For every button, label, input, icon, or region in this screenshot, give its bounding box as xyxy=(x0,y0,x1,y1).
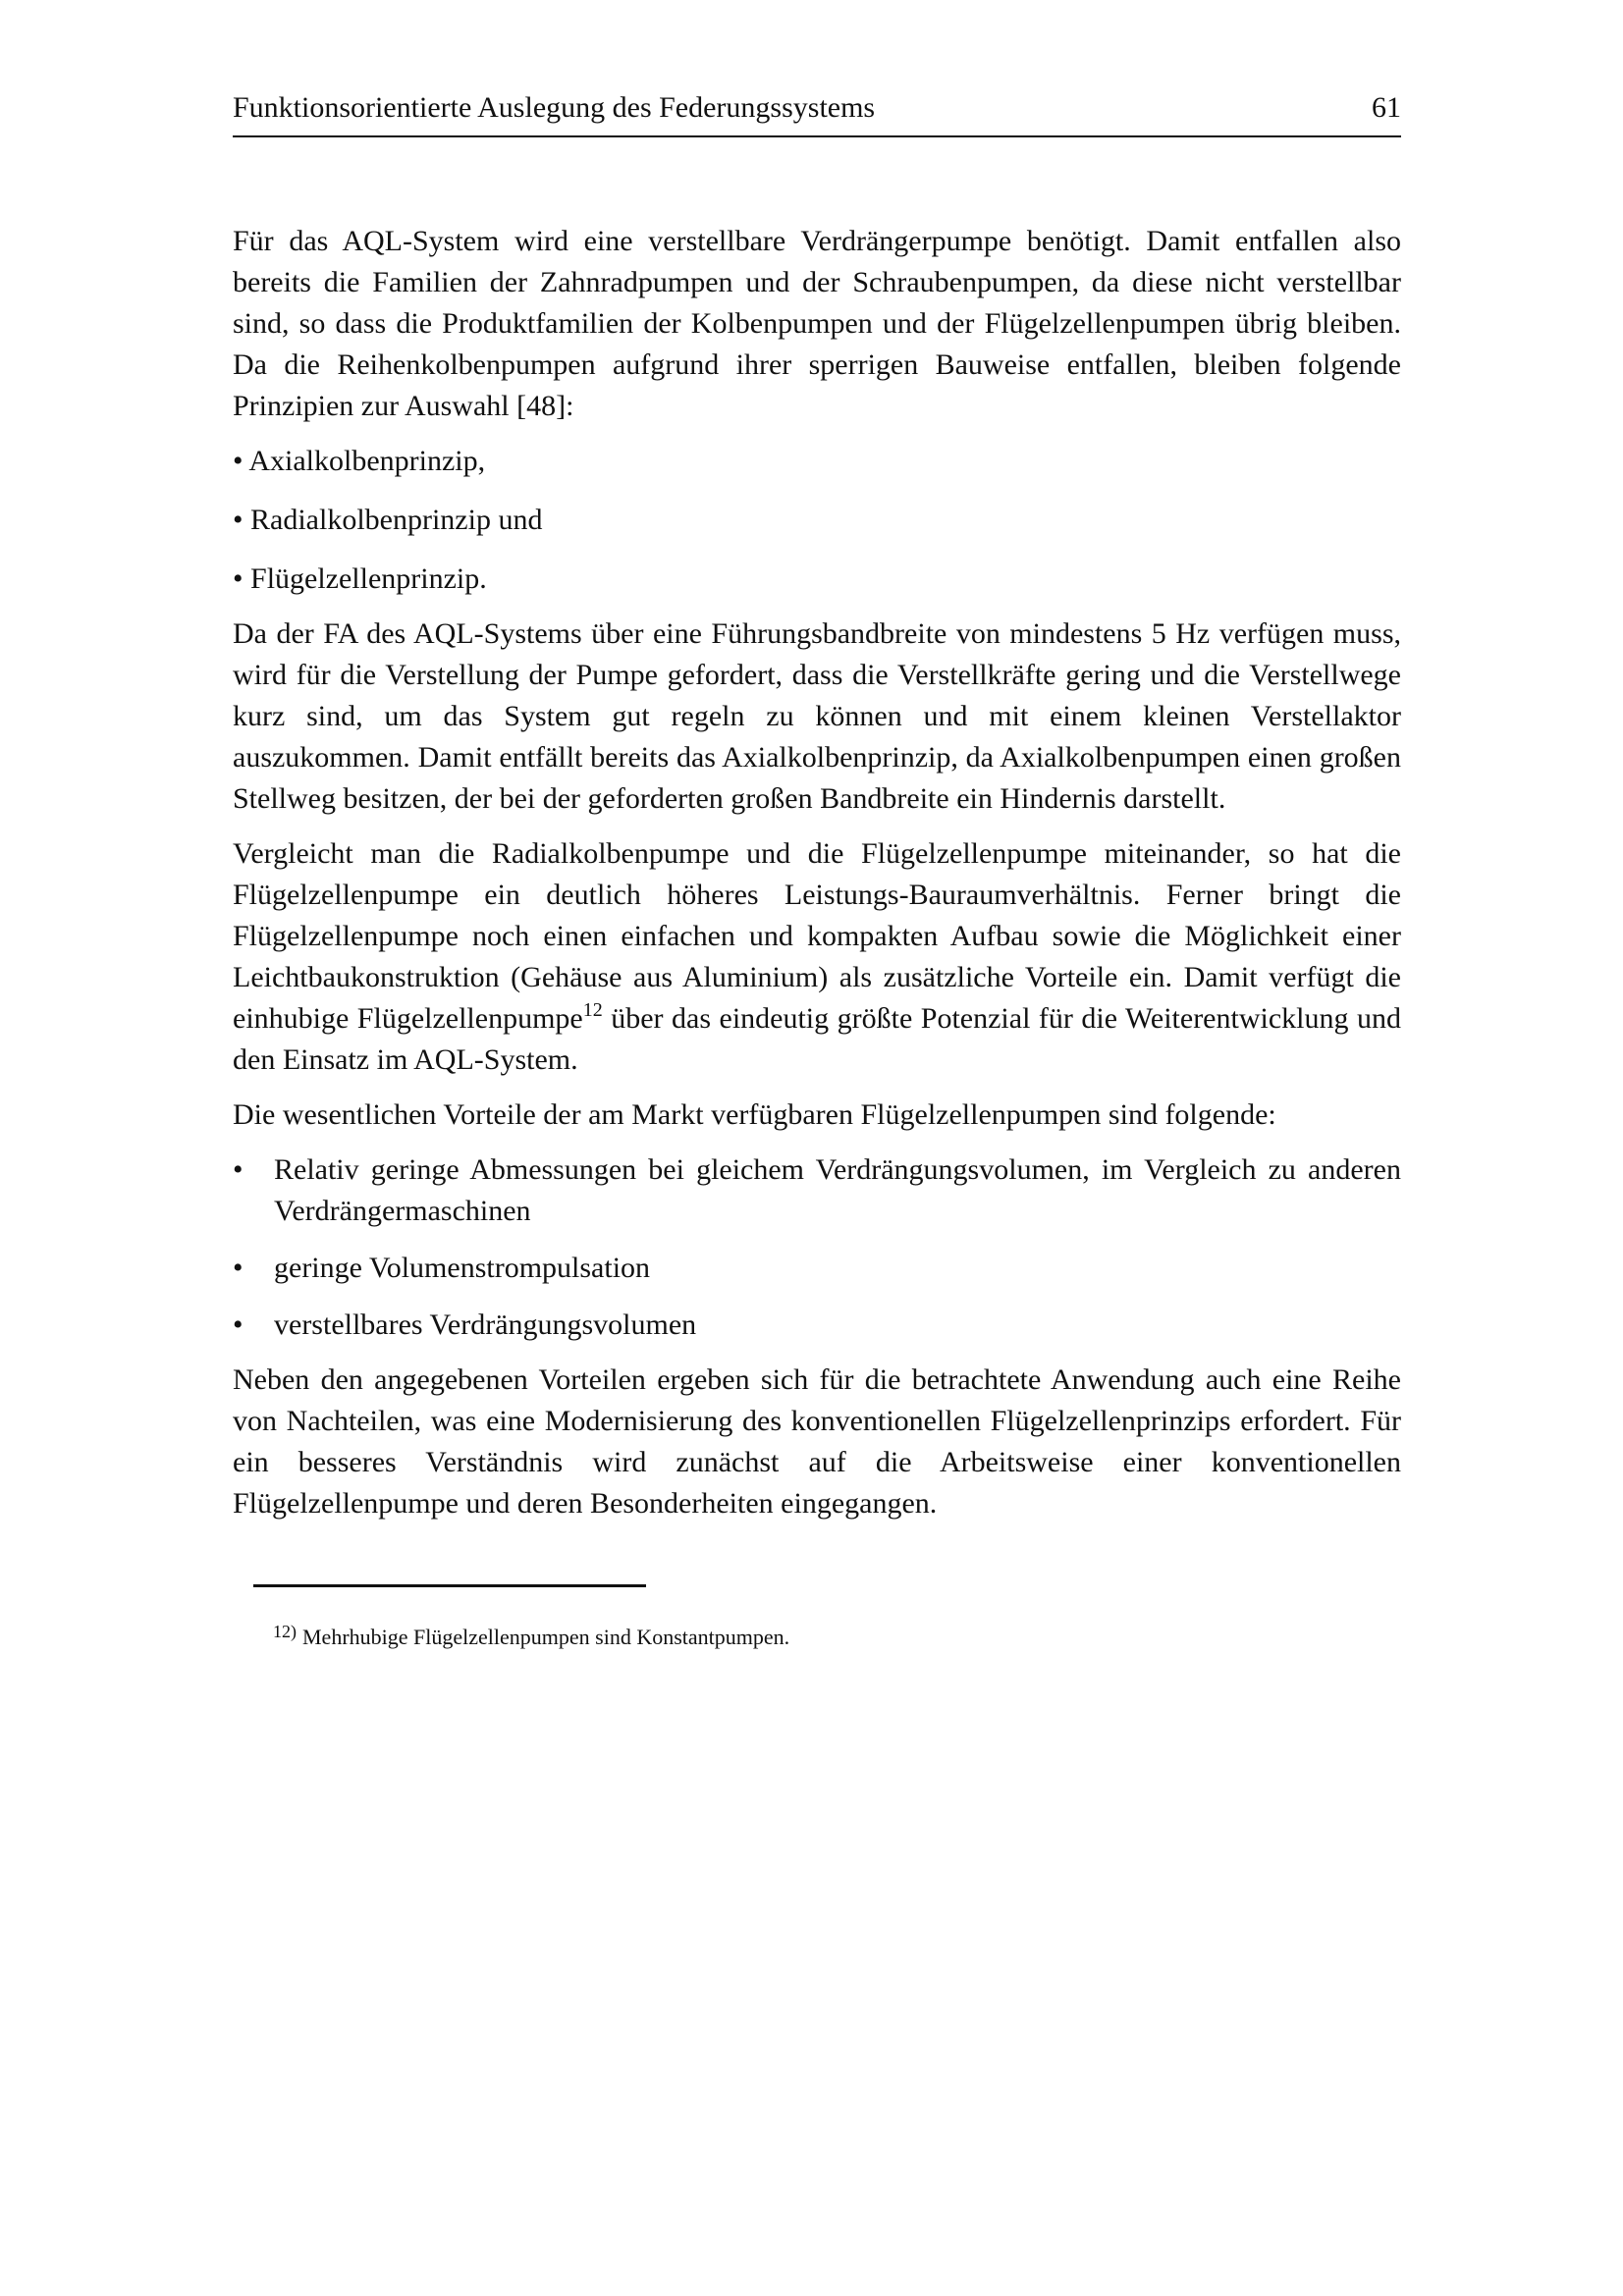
footnote-divider xyxy=(253,1584,646,1587)
running-header xyxy=(233,88,1401,137)
body-text xyxy=(233,221,1401,1538)
list-item: • Radialkolbenprinzip und xyxy=(233,504,543,536)
paragraph-disadvantages: Neben den angegebenen Vorteilen ergeben sich für die betrachtete Anwendung auch eine Reihe von Nachteilen, was eine Modernisierung des konventionellen Flügelzellenprinzips erfordert. Für ein besseres Verständnis wird zunächst auf die Arbeitsweise einer konventionellen Flügelzellenpumpe und deren Besonderheiten eingegangen. xyxy=(233,1363,1401,1520)
bullet-icon: • xyxy=(233,1153,243,1186)
advantages-list xyxy=(233,1149,1401,1346)
paragraph-comparison xyxy=(233,833,1401,1081)
list-item xyxy=(233,1305,1401,1346)
header-title: Funktionsorientierte Auslegung des Federungssystems xyxy=(233,91,876,124)
list-item: • Axialkolbenprinzip, xyxy=(233,445,486,477)
footnote-reference[interactable]: 12 xyxy=(582,999,603,1021)
list-item-text: verstellbares Verdrängungsvolumen xyxy=(274,1308,697,1341)
bullet-icon: • xyxy=(233,1308,243,1341)
list-item-text: Relativ geringe Abmessungen bei gleichem Verdrängungsvolumen, im Vergleich zu anderen Verdrängermaschinen xyxy=(274,1153,1401,1227)
paragraph-comparison-text: Vergleicht man die Radialkolbenpumpe und die Flügelzellenpumpe miteinander, so hat die Flügelzellenpumpe ein deutlich höheres Leistungs-Bauraumverhältnis. Ferner bringt die Flügelzellenpumpe noch einen einfachen und kompakten Aufbau sowie die Möglichkeit einer Leichtbaukonstruktion (Gehäuse aus Aluminium) als zusätzliche Vorteile ein. Damit verfügt die einhubige Flügelzellenpumpe xyxy=(233,837,1401,1035)
principles-list xyxy=(233,441,1401,600)
footnote-mark: 12) xyxy=(273,1622,297,1641)
bullet-icon: • xyxy=(233,1252,243,1284)
paragraph-intro: Für das AQL-System wird eine verstellbare Verdrängerpumpe benötigt. Damit entfallen also bereits die Familien der Zahnradpumpen und der Schraubenpumpen, da diese nicht verstellbar sind, so dass die Produktfamilien der Kolbenpumpen und der Flügelzellenpumpen übrig bleiben. Da die Reihenkolbenpumpen aufgrund ihrer sperrigen Bauweise entfallen, bleiben folgende Prinzipien zur Auswahl [48]: xyxy=(233,225,1401,422)
footnote-text: Mehrhubige Flügelzellenpumpen sind Konstantpumpen. xyxy=(302,1625,790,1649)
paragraph-bandwidth: Da der FA des AQL-Systems über eine Führungsbandbreite von mindestens 5 Hz verfügen muss, wird für die Verstellung der Pumpe gefordert, dass die Verstellkräfte gering und die Verstellwege kurz sind, um das System gut regeln zu können und mit einem kleinen Verstellaktor auszukommen. Damit entfällt bereits das Axialkolbenprinzip, da Axialkolbenpumpen einen großen Stellweg besitzen, der bei der geforderten großen Bandbreite ein Hindernis darstellt. xyxy=(233,617,1401,815)
paragraph-advantages-intro: Die wesentlichen Vorteile der am Markt verfügbaren Flügelzellenpumpen sind folgende: xyxy=(233,1098,1276,1131)
list-item xyxy=(233,1248,1401,1289)
paragraph-comparison-text-end: über das eindeutig größte Potenzial für die Weiterentwicklung und den Einsatz im AQL-System. xyxy=(233,1002,1401,1076)
list-item xyxy=(233,1149,1401,1232)
footnote xyxy=(273,1617,789,1652)
list-item-text: geringe Volumenstrompulsation xyxy=(274,1252,651,1284)
page-number: 61 xyxy=(1372,91,1401,124)
list-item: • Flügelzellenprinzip. xyxy=(233,562,487,595)
